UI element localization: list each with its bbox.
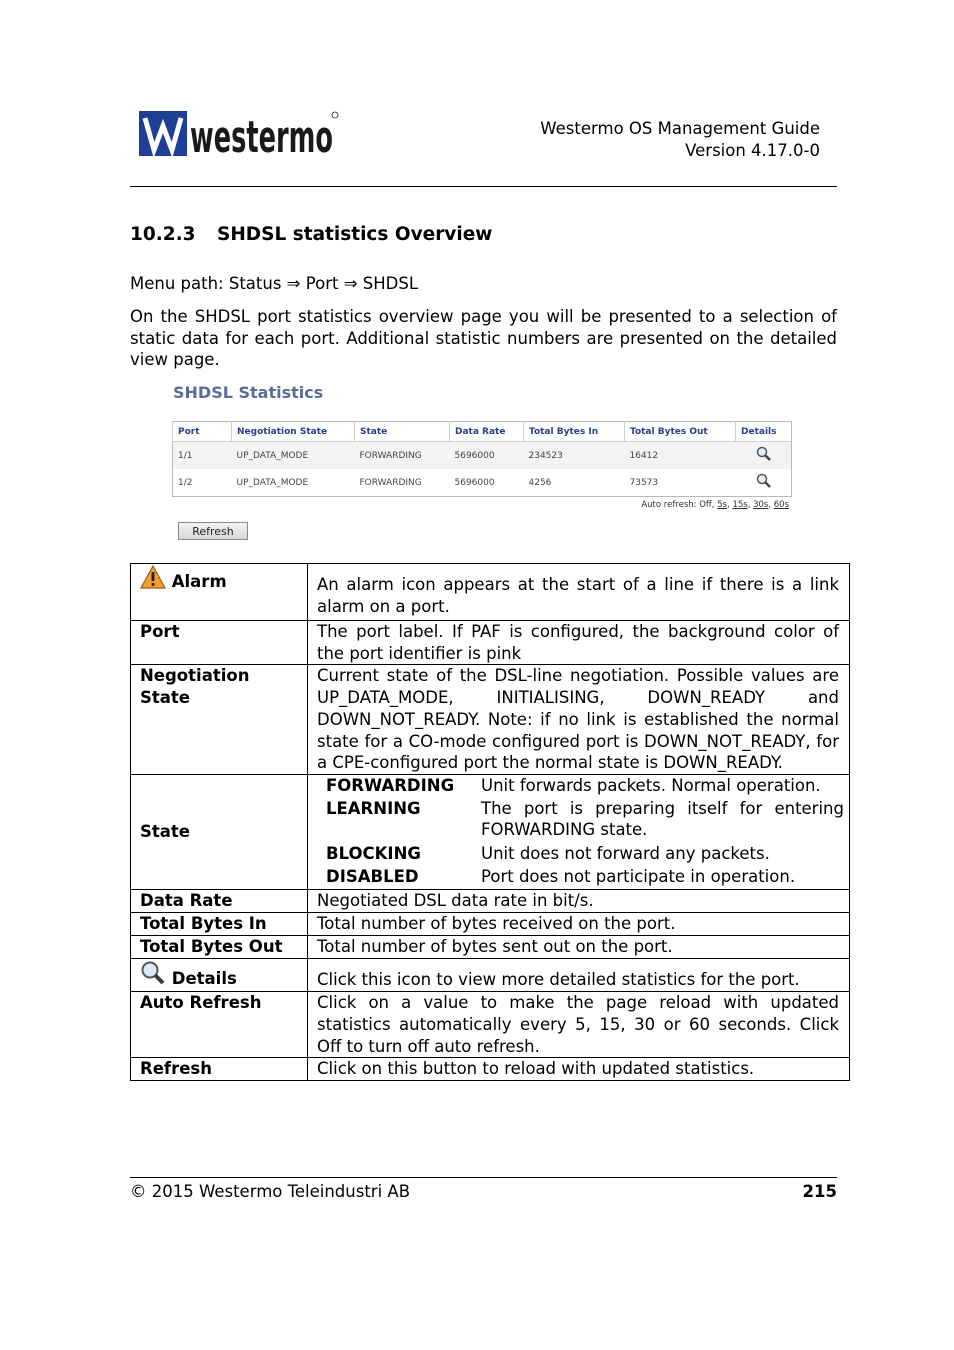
desc-bytes-in: Total number of bytes received on the port. (308, 913, 850, 936)
table-row (131, 890, 850, 913)
cell-state: FORWARDING (355, 442, 450, 470)
key-details-label: Details (171, 968, 237, 988)
doc-title: Westermo OS Management Guide (540, 119, 820, 138)
key-negotiation-line1: Negotiation (140, 666, 250, 686)
cell-port: 1/2 (173, 469, 232, 497)
table-row (131, 564, 850, 621)
state-item (326, 841, 844, 865)
cell-bytes-out: 16412 (625, 442, 736, 470)
desc-alarm: An alarm icon appears at the start of a line if there is a link alarm on a port. (308, 564, 850, 621)
refresh-button[interactable]: Refresh (178, 522, 248, 540)
col-total-bytes-in[interactable]: Total Bytes In (524, 422, 625, 442)
cell-bytes-in: 4256 (524, 469, 625, 497)
col-port[interactable]: Port (173, 422, 232, 442)
table-row (131, 992, 850, 1058)
header-rule (130, 186, 837, 187)
intro-paragraph: On the SHDSL port statistics overview page you will be presented to a selection of static data for each port. Additional statistic numbers are presented on the detailed view page. (130, 307, 837, 370)
table-row (173, 442, 792, 470)
col-data-rate[interactable]: Data Rate (450, 422, 524, 442)
col-details[interactable]: Details (736, 422, 792, 442)
desc-negotiation: Current state of the DSL-line negotiation. Possible values are UP_DATA_MODE, INITIALISING, DOWN_READY and DOWN_NOT_READY. Note: if no link is established the normal state for a CO-mode configured port is DOWN_NOT_READY, for a CPE-configured port the normal state is DOWN_READY. (308, 665, 850, 775)
magnifier-icon (140, 960, 166, 992)
table-row (173, 469, 792, 497)
state-desc: The port is preparing itself for entering FORWARDING state. (481, 798, 844, 840)
magnifier-icon[interactable] (756, 446, 772, 462)
auto-refresh-30s[interactable]: 30s (753, 500, 769, 510)
auto-refresh-bar: Auto refresh: Off, 5s, 15s, 30s, 60s (641, 500, 789, 510)
table-row (131, 958, 850, 992)
auto-refresh-off[interactable]: Off (699, 500, 712, 510)
cell-negotiation: UP_DATA_MODE (232, 469, 355, 497)
desc-data-rate: Negotiated DSL data rate in bit/s. (308, 890, 850, 913)
state-name: FORWARDING (326, 775, 455, 795)
footer-rule (130, 1177, 837, 1178)
header-info (540, 118, 820, 162)
field-description-table (130, 563, 850, 1081)
doc-version: Version 4.17.0-0 (685, 141, 820, 160)
key-state: State (131, 774, 308, 890)
table-row (131, 621, 850, 665)
westermo-logo (139, 110, 339, 163)
table-row (131, 774, 850, 890)
key-negotiation (131, 665, 308, 775)
desc-refresh: Click on this button to reload with updated statistics. (308, 1058, 850, 1081)
key-data-rate: Data Rate (131, 890, 308, 913)
key-alarm (131, 564, 308, 621)
state-name: DISABLED (326, 866, 419, 886)
auto-refresh-5s[interactable]: 5s (717, 500, 728, 510)
table-row (131, 935, 850, 958)
desc-port: The port label. If PAF is configured, the background color of the port identifier is pink (308, 621, 850, 665)
auto-refresh-label: Auto refresh: (641, 500, 697, 510)
page-number: 215 (802, 1182, 837, 1201)
key-negotiation-line2: State (140, 688, 190, 708)
cell-port: 1/1 (173, 442, 232, 470)
col-total-bytes-out[interactable]: Total Bytes Out (625, 422, 736, 442)
cell-state: FORWARDING (355, 469, 450, 497)
section-title: SHDSL statistics Overview (217, 224, 493, 245)
state-list (326, 775, 844, 888)
desc-state (308, 774, 850, 890)
desc-details: Click this icon to view more detailed statistics for the port. (308, 958, 850, 992)
table-row (131, 1058, 850, 1081)
key-refresh: Refresh (131, 1058, 308, 1081)
cell-rate: 5696000 (450, 442, 524, 470)
key-details (131, 958, 308, 992)
state-item (326, 865, 844, 888)
col-negotiation-state[interactable]: Negotiation State (232, 422, 355, 442)
key-bytes-out: Total Bytes Out (131, 935, 308, 958)
state-desc: Port does not participate in operation. (481, 866, 796, 886)
state-desc: Unit does not forward any packets. (481, 844, 770, 864)
desc-auto-refresh: Click on a value to make the page reload with updated statistics automatically every 5, 15, 30 or 60 seconds. Click Off to turn off auto refresh. (308, 992, 850, 1058)
cell-details (736, 442, 792, 470)
cell-details (736, 469, 792, 497)
section-number: 10.2.3 (130, 224, 196, 245)
auto-refresh-15s[interactable]: 15s (732, 500, 748, 510)
desc-bytes-out: Total number of bytes sent out on the port. (308, 935, 850, 958)
copyright: © 2015 Westermo Teleindustri AB (130, 1182, 411, 1201)
cell-bytes-in: 234523 (524, 442, 625, 470)
state-item (326, 775, 844, 797)
cell-bytes-out: 73573 (625, 469, 736, 497)
shdsl-statistics-title: SHDSL Statistics (173, 383, 324, 402)
state-item (326, 797, 844, 841)
alarm-icon (140, 565, 166, 595)
shdsl-statistics-table (172, 421, 792, 497)
table-row (131, 913, 850, 936)
col-state[interactable]: State (355, 422, 450, 442)
state-name: LEARNING (326, 798, 421, 818)
magnifier-icon[interactable] (756, 473, 772, 489)
state-name: BLOCKING (326, 844, 421, 864)
cell-rate: 5696000 (450, 469, 524, 497)
cell-negotiation: UP_DATA_MODE (232, 442, 355, 470)
key-auto-refresh: Auto Refresh (131, 992, 308, 1058)
key-bytes-in: Total Bytes In (131, 913, 308, 936)
menu-path: Menu path: Status ⇒ Port ⇒ SHDSL (130, 274, 419, 293)
logo-wordmark: westermo (190, 112, 333, 163)
key-port: Port (131, 621, 308, 665)
key-alarm-label: Alarm (171, 572, 227, 591)
table-row (131, 665, 850, 775)
table-header-row (173, 422, 792, 442)
section-heading (130, 224, 492, 245)
auto-refresh-60s[interactable]: 60s (773, 500, 789, 510)
state-desc: Unit forwards packets. Normal operation. (481, 775, 821, 795)
